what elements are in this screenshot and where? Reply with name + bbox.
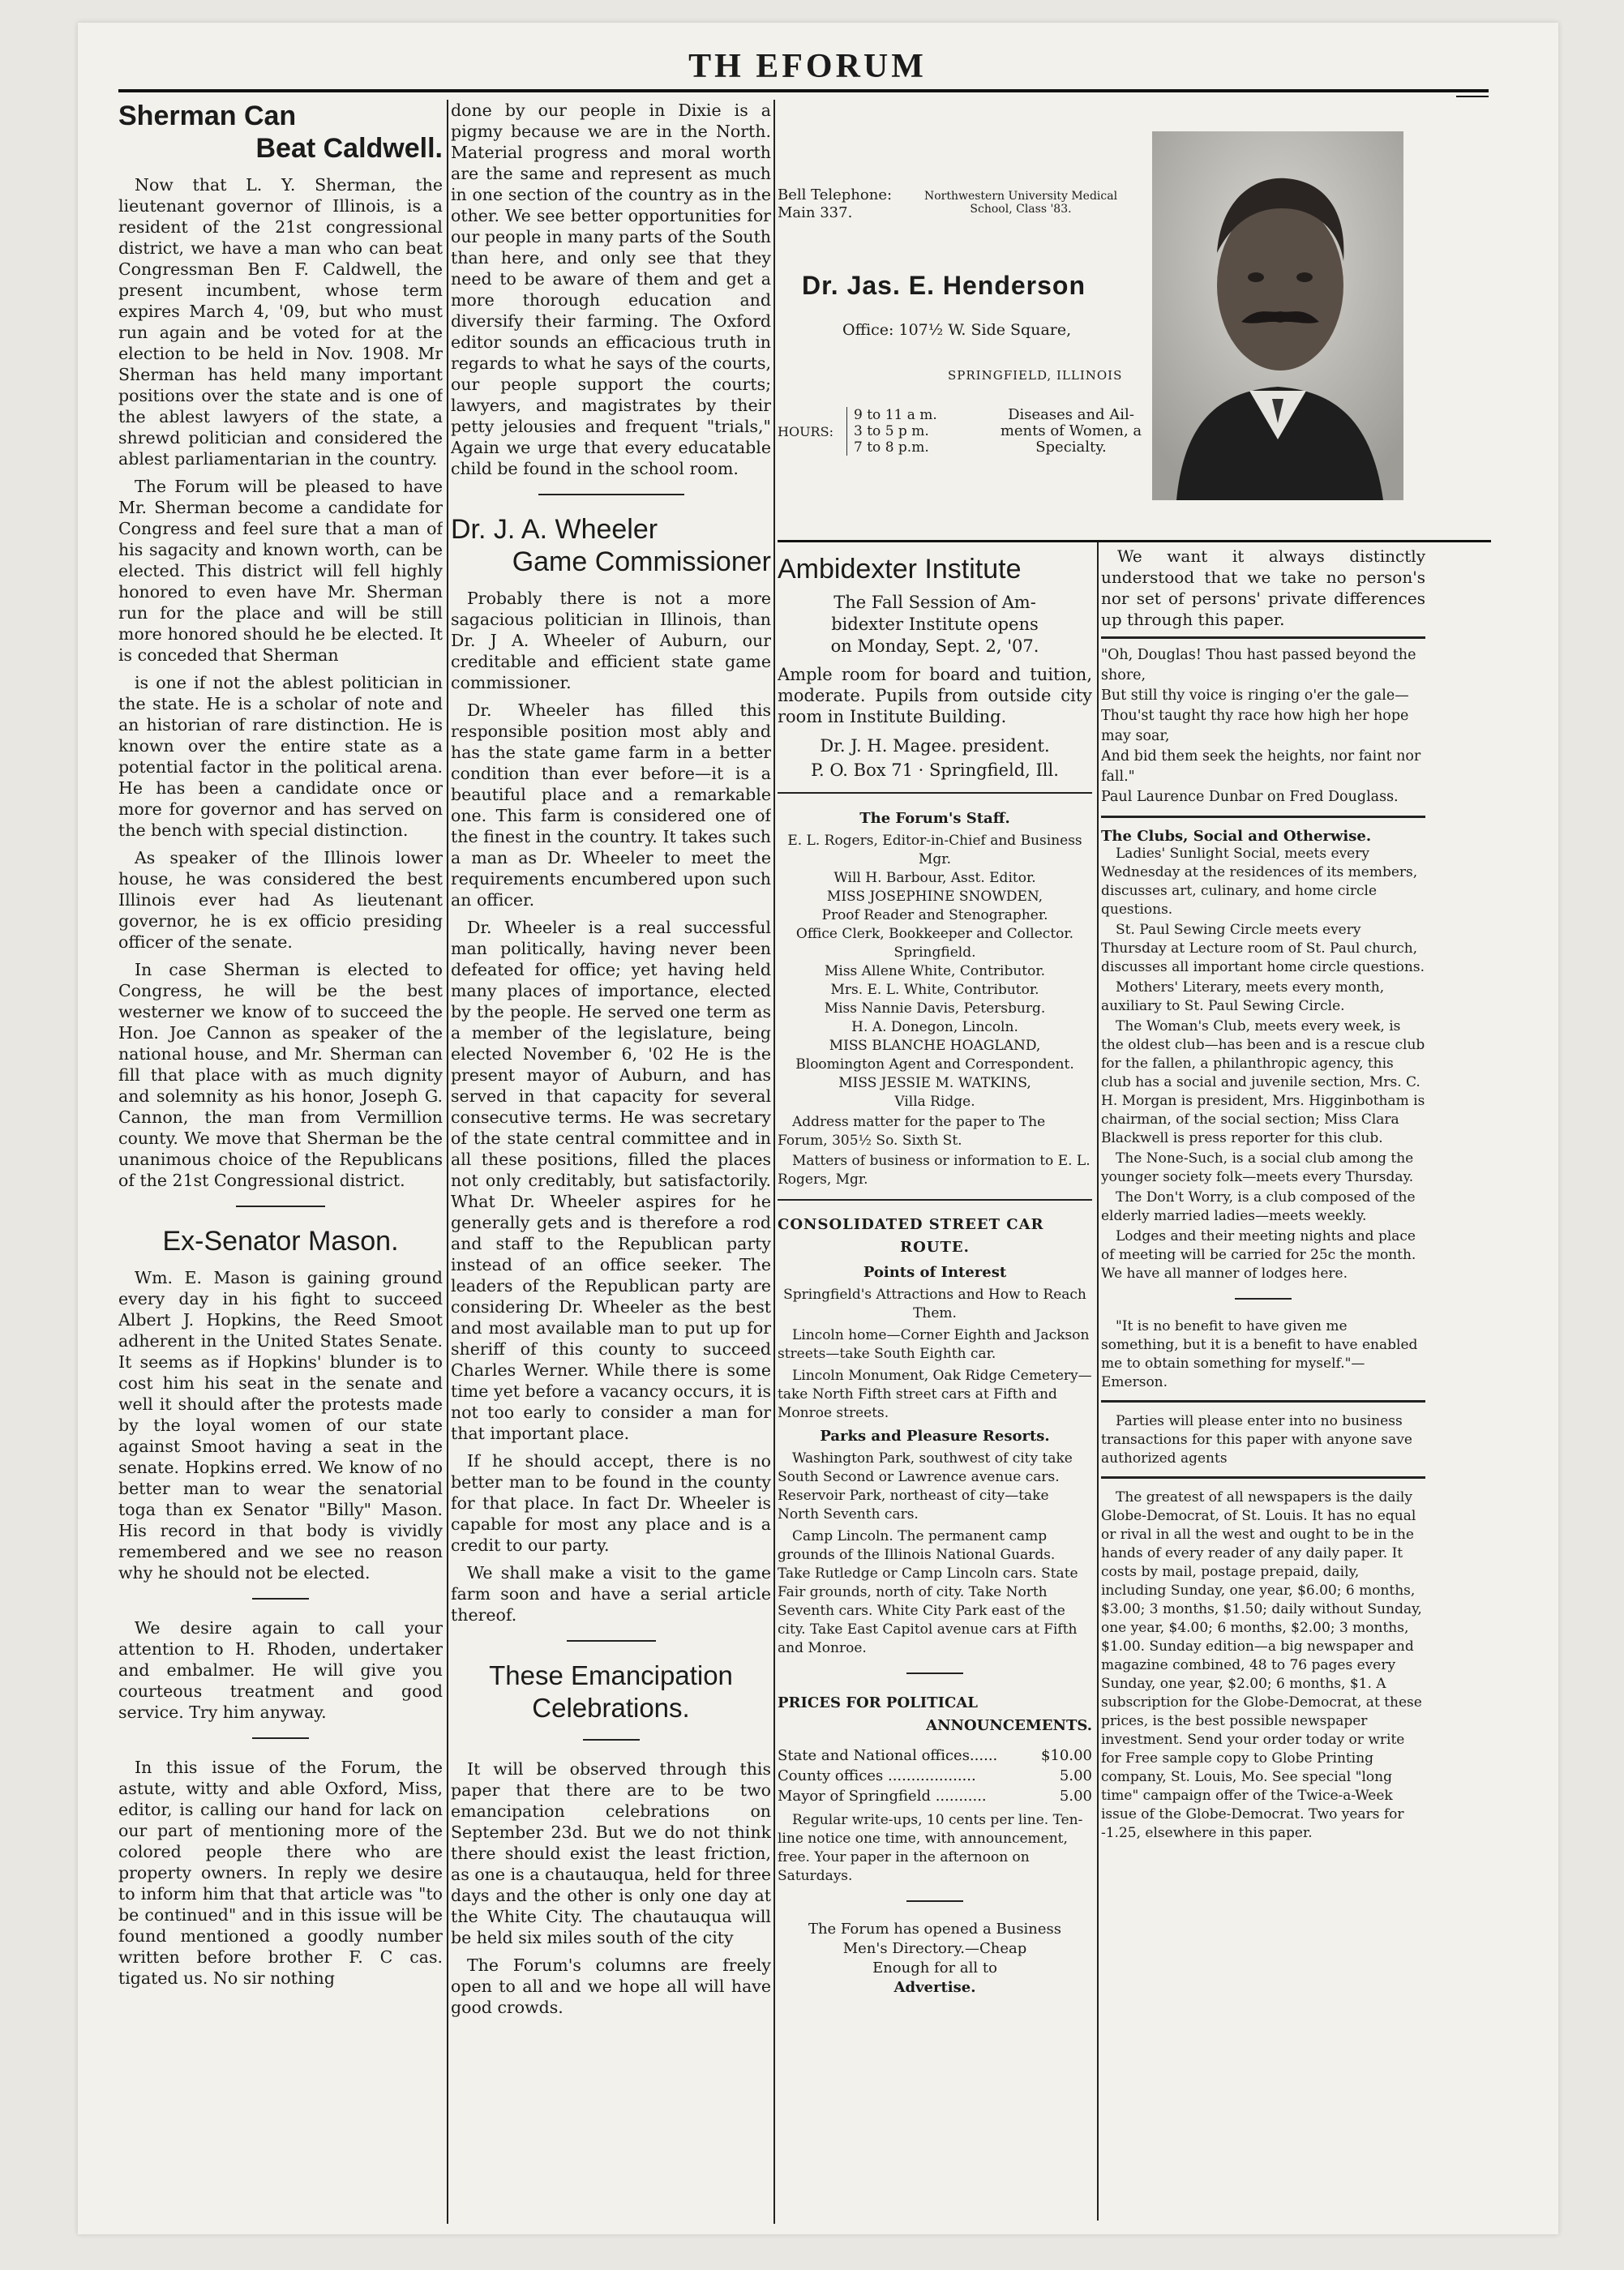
column-4: [1101, 546, 1425, 2234]
headline-mason: Ex-Senator Mason.: [162, 1226, 399, 1257]
subheading: Parks and Pleasure Resorts.: [820, 1428, 1050, 1445]
price-value: 5.00: [1059, 1788, 1092, 1805]
separator: [567, 1640, 656, 1642]
masthead: TH EFORUM: [688, 48, 927, 85]
column-divider: [447, 100, 448, 2224]
separator: [538, 494, 684, 495]
hours-line: 7 to 8 p.m.: [854, 439, 929, 456]
club-entry: The Woman's Club, meets every week, is the oldest club—has been and is a rescue club for the fallen, a philanthropic agency, this club has a social and juvenile section, Mrs. C. H. Morgan is president, Mrs. Higginbotham is chairman, of the social section; Miss Clara Blackwell is press reporter for this club.: [1101, 1018, 1425, 1146]
title-line: ANNOUNCEMENTS.: [926, 1717, 1092, 1734]
staff-title: The Forum's Staff.: [859, 810, 1010, 827]
title-line: ROUTE.: [900, 1239, 970, 1256]
separator: [252, 1737, 309, 1739]
masthead-rule-tail: [1456, 96, 1489, 97]
price-label: Mayor of Springfield ...........: [778, 1788, 987, 1805]
ambidexter-contact: [778, 734, 1092, 782]
text-line: Advertise.: [893, 1979, 976, 1996]
staff-list: [778, 832, 1092, 1111]
separator: [236, 1206, 325, 1207]
article-paragraph: Dr. Wheeler is a real successful man politically, having never been defeated for office; yet having held many places of importance, elected by the people. He served one term as a member of the legislature, being elected November 6, '02 He is the present mayor of Auburn, and has served in that capacity for several consecutive terms. He was secretary of the state central committee and in all these positions, filled the places not only creditably, but satisfactorily. What Dr. Wheeler aspires for he generally gets and is therefore a rod and staff to the Republican party instead of an office seeker. The leaders of the Republican party are considering Dr. Wheeler as the best and most available man to put up for sheriff of this county to succeed Charles Werner. While there is some time yet before a vacancy occurs, it is not too early to consider a man for that important place.: [451, 918, 771, 1443]
staff-entry: Mrs. E. L. White, Contributor.: [830, 982, 1039, 998]
text-line: Enough for all to: [872, 1959, 997, 1977]
price-row: [778, 1745, 1092, 1766]
portrait-photo: [1152, 131, 1403, 500]
headline-line-1: Dr. J. A. Wheeler: [451, 514, 658, 545]
poem-line: Thou'st taught thy race how high her hope may soar,: [1101, 708, 1409, 744]
club-entry: Mothers' Literary, meets every month, auxiliary to St. Paul Sewing Circle.: [1101, 979, 1385, 1014]
telephone-line: Bell Telephone:: [778, 186, 893, 203]
staff-entry: Villa Ridge.: [894, 1094, 975, 1110]
poem-line: But still thy voice is ringing o'er the gale—: [1101, 687, 1409, 704]
column-divider: [1097, 542, 1099, 2221]
club-entry: Ladies' Sunlight Social, meets every Wednesday at the residences of its members, discusses art, culinary, and home circle questions.: [1101, 846, 1418, 918]
headline-sherman: [118, 100, 443, 165]
text-line: The Forum has opened a Business: [808, 1921, 1062, 1938]
section-rule: [1101, 1476, 1425, 1479]
price-value: $10.00: [1041, 1747, 1092, 1764]
staff-entry: Proof Reader and Stenographer.: [821, 907, 1048, 923]
subheading: Points of Interest: [863, 1264, 1007, 1281]
section-rule: [778, 792, 1092, 794]
specialty-line: Diseases and Ail-: [1008, 406, 1134, 423]
hours-line: 3 to 5 p m.: [854, 423, 929, 439]
ambidexter-title: Ambidexter Institute: [778, 554, 1022, 585]
staff-entry: MISS JOSEPHINE SNOWDEN,: [826, 889, 1043, 905]
car-route-title: [778, 1214, 1092, 1259]
poem-attribution: Paul Laurence Dunbar on Fred Douglass.: [1101, 789, 1399, 805]
business-notice: Parties will please enter into no business transactions for this paper with anyone save authorized agents: [1101, 1413, 1412, 1467]
headline-line-2: Beat Caldwell.: [255, 133, 443, 164]
text-line: Dr. J. H. Magee. president.: [820, 736, 1050, 756]
route-entry: Washington Park, southwest of city take South Second or Lawrence avenue cars. Reservoir Park, northeast of city—take North Seventh cars.: [778, 1450, 1073, 1523]
staff-entry: E. L. Rogers, Editor-in-Chief and Business Mgr.: [787, 833, 1082, 867]
article-paragraph: Wm. E. Mason is gaining ground every day in his fight to succeed Albert J. Hopkins, the Reed Smoot adherent in the United States Senate. It seems as if Hopkins' blunder is to cost him his seat in the senate and well it should after the protests made by the loyal women of our state against Smoot having a seat in the senate. Hopkins erred. We know of no better man to wear the senatorial toga than ex Senator "Billy" Mason. His record in that body is vividly remembered and we see no reason why he should not be elected.: [118, 1268, 443, 1583]
masthead-rule: [118, 89, 1489, 92]
school-note: [923, 190, 1118, 216]
article-paragraph: In case Sherman is elected to Congress, he will be the best westerner we know of to succeed the Hon. Joe Cannon as speaker of the national house, and Mr. Sherman can fill that place with as much dignity and solemnity as his honor, Joseph G. Cannon, the man from Vermillion county. We move that Sherman be the unanimous choice of the Republicans of the 21st Congressional district.: [118, 960, 443, 1190]
price-label: State and National offices......: [778, 1747, 998, 1764]
staff-entry: Springfield.: [893, 944, 976, 961]
staff-note: Matters of business or information to E. L. Rogers, Mgr.: [778, 1153, 1091, 1188]
article-paragraph: It will be observed through this paper that there are to be two emancipation celebrations on September 23d. But we do not think there should exist the least friction, as one is a chautauqua, held for three days and the other is only one day at the White City. The chautauqua will be held six miles south of the city: [451, 1759, 771, 1947]
business-directory: [778, 1920, 1092, 1998]
section-rule: [778, 1199, 1092, 1201]
headline-line-2: Game Commissioner: [512, 546, 771, 577]
article-paragraph: The Forum will be pleased to have Mr. Sherman become a candidate for Congress and feel sure that a man of his sagacity and known worth, can be elected. This district will fell highly honored to even have Mr. Sherman run for the place and will be still more honored should he be elected. It is conceded that Sherman: [118, 477, 443, 665]
text-line: P. O. Box 71 · Springfield, Ill.: [811, 760, 1059, 780]
poem-line: "Oh, Douglas! Thou hast passed beyond the shore,: [1101, 647, 1416, 683]
route-entry: Camp Lincoln. The permanent camp grounds of the Illinois National Guards. Take Rutledge or Camp Lincoln cars. State Fair grounds, north of city. Take North Seventh cars. White City Park east of the city. Take East Capitol avenue cars at Fifth and Monroe.: [778, 1528, 1078, 1656]
title-line: PRICES FOR POLITICAL: [778, 1694, 978, 1711]
hours-label: HOURS:: [778, 424, 833, 439]
title-line: CONSOLIDATED STREET CAR: [778, 1216, 1044, 1233]
article-paragraph: As speaker of the Illinois lower house, he was considered the best Illinois ever had As lieutenant governor, he is ex officio presiding officer of the senate.: [118, 848, 443, 952]
article-paragraph: Dr. Wheeler has filled this responsible position most ably and has the state game farm in a better condition than ever before—it is a beautiful place and a remarkable one. This farm is considered one of the finest in the country. It takes such a man as Dr. Wheeler to meet the requirements encumbered upon such an officer.: [451, 700, 771, 910]
headline-line-2: Celebrations.: [532, 1693, 690, 1723]
price-list: [778, 1745, 1092, 1806]
dunbar-poem: [1101, 645, 1425, 807]
emerson-quote: "It is no benefit to have given me something, but it is a benefit to have enabled me to obtain something for myself."—Emerson.: [1101, 1318, 1418, 1390]
newspaper-page: [78, 23, 1558, 2234]
staff-entry: H. A. Donegon, Lincoln.: [851, 1019, 1018, 1035]
section-rule: [778, 540, 1491, 542]
staff-entry: Will H. Barbour, Asst. Editor.: [833, 870, 1036, 886]
telephone-line: Main 337.: [778, 204, 853, 221]
staff-entry: Office Clerk, Bookkeeper and Collector.: [795, 926, 1074, 942]
price-value: 5.00: [1059, 1767, 1092, 1784]
headline-wheeler: [451, 513, 771, 578]
article-paragraph: Ample room for board and tuition, moderate. Pupils from outside city room in Institute Building.: [778, 665, 1092, 726]
price-note: Regular write-ups, 10 cents per line. Ten-line notice one time, with announcement, free. Your paper in the afternoon on Saturdays.: [778, 1812, 1083, 1884]
staff-entry: MISS JESSIE M. WATKINS,: [838, 1075, 1031, 1091]
doctor-name: Dr. Jas. E. Henderson: [802, 271, 1086, 300]
specialty-line: ments of Women, a: [1000, 422, 1142, 439]
article-paragraph: If he should accept, there is no better man to be found in the county for that place. In fact Dr. Wheeler is capable for most any place and is a credit to our party.: [451, 1451, 771, 1555]
hours-line: 9 to 11 a m.: [854, 407, 937, 423]
article-paragraph: Now that L. Y. Sherman, the lieutenant governor of Illinois, is a resident of the 21st congressional district, we have a man who can beat Congressman Ben F. Caldwell, the present incumbent, whose term expires March 4, '09, but who must run again and be voted for at the election to be held in Nov. 1908. Mr Sherman has held many important positions over the state and is one of the ablest lawyers of the state, a shrewd politician and considered the ablest parliamentarian in the country.: [118, 175, 443, 469]
club-entry: Lodges and their meeting nights and place of meeting will be carried for 25c the month. We have all manner of lodges here.: [1101, 1228, 1416, 1282]
bell-telephone: [778, 186, 892, 222]
section-rule: [1101, 1400, 1425, 1403]
headline-line-1: These Emancipation: [489, 1660, 733, 1690]
ambidexter-body: [778, 592, 1092, 657]
headline-emancipation: [451, 1660, 771, 1724]
specialty: [990, 407, 1152, 456]
separator: [252, 1598, 309, 1600]
staff-note: Address matter for the paper to The Forum, 305½ So. Sixth St.: [778, 1114, 1046, 1149]
price-row: [778, 1786, 1092, 1806]
staff-entry: MISS BLANCHE HOAGLAND,: [829, 1038, 1041, 1054]
price-row: [778, 1766, 1092, 1786]
staff-entry: Miss Allene White, Contributor.: [824, 963, 1046, 979]
staff-entry: Miss Nannie Davis, Petersburg.: [824, 1000, 1046, 1017]
text-line: The Fall Session of Am-: [833, 593, 1036, 612]
article-paragraph: In this issue of the Forum, the astute, witty and able Oxford, Miss, editor, is calling our hand for lack on our part of mentioning more of the colored people there who are property owners. In reply we desire to inform him that that article was "to be continued" and in this issue will be found mentioned a goodly number written before brother F. C cas. tigated us. No sir nothing: [118, 1758, 443, 1988]
clubs-title: The Clubs, Social and Otherwise.: [1101, 828, 1372, 845]
specialty-line: Specialty.: [1035, 439, 1107, 456]
club-entry: St. Paul Sewing Circle meets every Thursday at Lecture room of St. Paul church, discusses all important home circle questions.: [1101, 922, 1425, 975]
city: SPRINGFIELD, ILLINOIS: [948, 368, 1123, 383]
hours: [846, 407, 937, 456]
globe-democrat-ad: The greatest of all newspapers is the daily Globe-Democrat, of St. Louis. It has no equal or rival in all the west and ought to be in the hands of every reader of any daily paper. It costs by mail, postage prepaid, daily, including Sunday, one year, $6.00; 6 months, $3.00; 3 months, $1.50; daily without Sunday, one year, $4.00; 6 months, $2.00; 3 months, $1.00. Sunday edition—a big newspaper and magazine combined, 48 to 76 pages every Sunday, one year, $2.00; 6 months, $1. A subscription for the Globe-Democrat, at these prices, is the best possible newspaper investment. Send your order today or write for Free sample copy to Globe Printing company, St. Louis, Mo. See special "long time" campaign offer of the Twice-a-Week issue of the Globe-Democrat. Two years for -1.25, elsewhere in this paper.: [1101, 1489, 1422, 1841]
separator: [1235, 1298, 1292, 1300]
route-entry: Lincoln Monument, Oak Ridge Cemetery—take North Fifth street cars at Fifth and Monroe streets.: [778, 1368, 1092, 1421]
headline-line-1: Sherman Can: [118, 101, 297, 131]
club-entry: The None-Such, is a social club among the younger society folk—meets every Thursday.: [1101, 1150, 1414, 1185]
column-2: [451, 100, 771, 2224]
column-3: [778, 554, 1092, 2234]
separator: [583, 1739, 640, 1741]
text-line: Men's Directory.—Cheap: [842, 1940, 1027, 1957]
text-line: Springfield's Attractions and How to Reach Them.: [783, 1287, 1086, 1321]
staff-entry: Bloomington Agent and Correspondent.: [795, 1056, 1074, 1073]
article-paragraph: The Forum's columns are freely open to all and we hope all will have good crowds.: [451, 1955, 771, 2017]
article-paragraph: is one if not the ablest politician in the state. He is a scholar of note and an historian of rare distinction. He is known over the entire state as a potential factor in the political arena. He has been a candidate once or more for governor and has served on the bench with special distinction.: [118, 673, 443, 840]
separator: [906, 1673, 963, 1674]
poem-line: And bid them seek the heights, nor faint nor fall.": [1101, 748, 1421, 785]
office-address: Office: 107½ W. Side Square,: [842, 321, 1072, 339]
text-line: on Monday, Sept. 2, '07.: [830, 636, 1039, 656]
article-paragraph: We want it always distinctly understood that we take no person's nor set of persons' private differences up through this paper.: [1101, 546, 1425, 629]
article-paragraph: We desire again to call your attention to H. Rhoden, undertaker and embalmer. He will give you courteous treatment and good service. Try him anyway.: [118, 1618, 443, 1722]
school-line: Northwestern University Medical: [923, 190, 1118, 203]
article-paragraph: Probably there is not a more sagacious politician in Illinois, than Dr. J A. Wheeler of Auburn, our creditable and efficient state game commissioner.: [451, 589, 771, 692]
column-1: [118, 100, 443, 2224]
prices-title: [778, 1692, 1092, 1737]
school-line: School, Class '83.: [970, 203, 1072, 216]
club-entry: The Don't Worry, is a club composed of the elderly married ladies—meets weekly.: [1101, 1189, 1416, 1224]
separator: [906, 1900, 963, 1902]
article-paragraph: We shall make a visit to the game farm soon and have a serial article thereof.: [451, 1563, 771, 1625]
route-entry: Lincoln home—Corner Eighth and Jackson streets—take South Eighth car.: [778, 1327, 1090, 1362]
price-label: County offices ...................: [778, 1767, 976, 1784]
text-line: bidexter Institute opens: [831, 615, 1039, 634]
section-rule: [1101, 816, 1425, 818]
section-rule: [1101, 636, 1425, 639]
article-paragraph: done by our people in Dixie is a pigmy because we are in the North. Material progress and moral worth are the same and represent as much in one section of the country as in the other. We see better opportunities for our people in many parts of the South than here, and only see that they need to be aware of them and get a more thorough education and diversify their farming. The Oxford editor sounds an efficacious truth in regards to what he says of the courts, our people support the courts; lawyers, and magistrates by their petty jelousies and frequent "trials," Again we urge that every educatable child be found in the school room.: [451, 101, 771, 478]
column-divider: [773, 100, 775, 2224]
